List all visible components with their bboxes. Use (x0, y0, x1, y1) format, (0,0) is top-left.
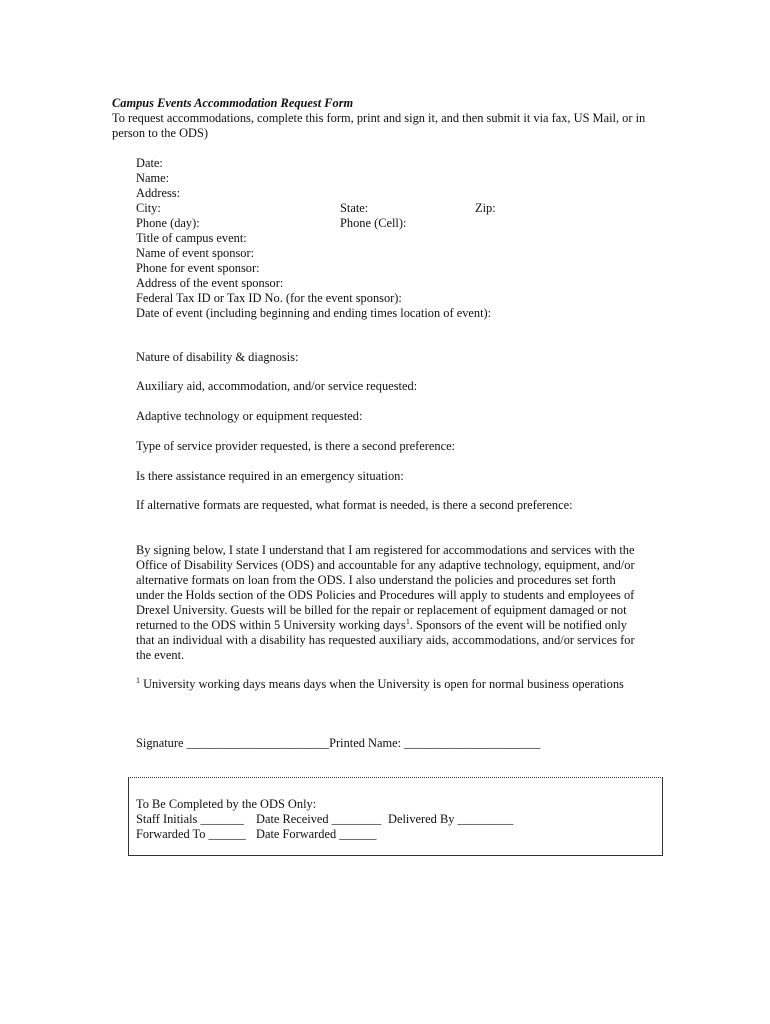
aid-question: Auxiliary aid, accommodation, and/or service requested: (136, 379, 418, 393)
form-title: Campus Events Accommodation Request Form (112, 96, 354, 110)
name-label: Name: (136, 171, 170, 185)
sponsor-name-label: Name of event sponsor: (136, 246, 255, 260)
statement-paragraph (136, 543, 656, 663)
disability-question: Nature of disability & diagnosis: (136, 350, 299, 364)
statement-line: Office of Disability Services (ODS) and accountable for any adaptive technology, equipment, and/or (136, 558, 635, 572)
state-label: State: (340, 201, 369, 215)
delivered-by-field[interactable]: Delivered By _________ (388, 812, 514, 826)
footnote-ref: 1 (405, 616, 410, 626)
event-date-label: Date of event (including beginning and ending times location of event): (136, 306, 492, 320)
phone-day-label: Phone (day): (136, 216, 200, 230)
technology-question: Adaptive technology or equipment requested: (136, 409, 363, 423)
event-title-label: Title of campus event: (136, 231, 247, 245)
sponsor-phone-label: Phone for event sponsor: (136, 261, 260, 275)
statement-line: By signing below, I state I understand that I am registered for accommodations and services with the (136, 543, 635, 557)
staff-initials-field[interactable]: Staff Initials _______ (136, 812, 244, 826)
city-label: City: (136, 201, 161, 215)
footnote (136, 677, 624, 692)
date-label: Date: (136, 156, 163, 170)
formats-question: If alternative formats are requested, what format is needed, is there a second preference: (136, 498, 573, 512)
phone-cell-label: Phone (Cell): (340, 216, 407, 230)
sponsor-address-label: Address of the event sponsor: (136, 276, 284, 290)
date-forwarded-field[interactable]: Date Forwarded ______ (256, 827, 377, 841)
statement-line: alternative formats on loan from the ODS. I also understand the policies and procedures set forth (136, 573, 616, 587)
ods-heading: To Be Completed by the ODS Only: (136, 797, 317, 811)
statement-line: that an individual with a disability has requested auxiliary aids, accommodations, and/or services for (136, 633, 635, 647)
printed-name-label: Printed Name: (329, 736, 405, 750)
statement-line: under the Holds section of the ODS Policies and Procedures will apply to students and employees of (136, 588, 635, 602)
intro-line-2: person to the ODS) (112, 126, 209, 140)
forwarded-to-field[interactable]: Forwarded To ______ (136, 827, 246, 841)
signature-row (136, 736, 540, 751)
statement-text: returned to the ODS within 5 University working days (136, 618, 406, 632)
provider-question: Type of service provider requested, is there a second preference: (136, 439, 456, 453)
footnote-marker: 1 (136, 675, 140, 685)
tax-id-label: Federal Tax ID or Tax ID No. (for the event sponsor): (136, 291, 402, 305)
date-received-field[interactable]: Date Received ________ (256, 812, 382, 826)
printed-name-field[interactable]: ______________________ (404, 736, 541, 750)
statement-line (136, 618, 656, 633)
address-label: Address: (136, 186, 181, 200)
intro-line-1: To request accommodations, complete this form, print and sign it, and then submit it via fax, US Mail, or in (112, 111, 646, 125)
statement-line: the event. (136, 648, 185, 662)
signature-field[interactable]: _______________________ (186, 736, 330, 750)
footnote-text: University working days means days when the University is open for normal business operations (140, 677, 624, 691)
statement-line: Drexel University. Guests will be billed for the repair or replacement of equipment damaged or not (136, 603, 627, 617)
signature-label: Signature (136, 736, 184, 750)
zip-label: Zip: (475, 201, 496, 215)
emergency-question: Is there assistance required in an emergency situation: (136, 469, 404, 483)
statement-text: . Sponsors of the event will be notified only (409, 618, 627, 632)
